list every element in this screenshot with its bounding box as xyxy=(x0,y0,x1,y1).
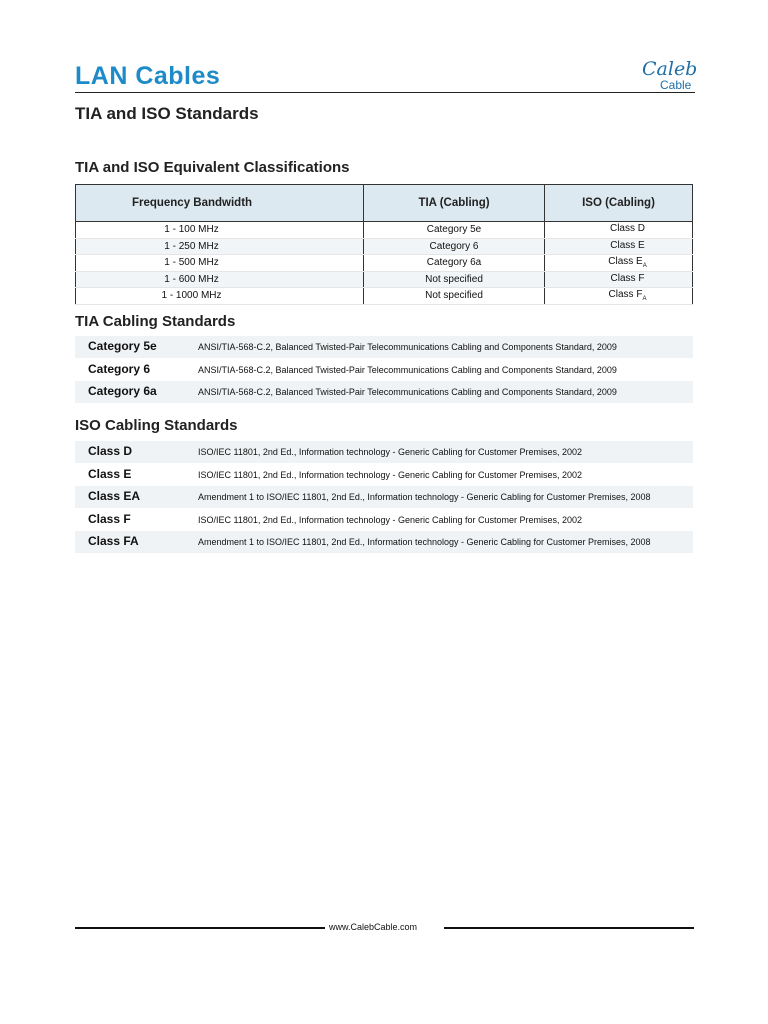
standard-description: ISO/IEC 11801, 2nd Ed., Information technology - Generic Cabling for Customer Premises, 2002 xyxy=(198,469,583,480)
bandwidth-cell: 1 - 1000 MHz xyxy=(76,288,364,305)
standard-name: Class E xyxy=(88,466,132,481)
list-item xyxy=(75,381,693,404)
company-logo[interactable] xyxy=(640,58,700,94)
iso-cell xyxy=(545,255,693,272)
bandwidth-cell: 1 - 600 MHz xyxy=(76,271,364,288)
standard-name: Class EA xyxy=(88,489,141,503)
iso-class-text: Class D xyxy=(609,223,645,235)
iso-cell xyxy=(545,238,693,255)
standard-description: ANSI/TIA-568-C.2, Balanced Twisted-Pair Telecommunications Cabling and Components Standard, 2009 xyxy=(198,387,617,397)
tia-cell: Category 6a xyxy=(364,255,545,272)
bandwidth-cell: 1 - 250 MHz xyxy=(76,238,364,255)
iso-class-text: Class E xyxy=(610,239,645,251)
standard-name: Class FA xyxy=(88,534,139,548)
bandwidth-cell: 1 - 500 MHz xyxy=(76,255,364,272)
table-row xyxy=(76,271,693,288)
iso-class-text: Class E xyxy=(608,256,643,268)
list-item xyxy=(75,359,693,382)
iso-cell xyxy=(545,271,693,288)
iso-cell xyxy=(545,288,693,305)
column-header-bandwidth: Frequency Bandwidth xyxy=(76,185,364,222)
iso-class-text: Class F xyxy=(610,272,645,284)
tia-section-title: TIA Cabling Standards xyxy=(75,313,236,330)
iso-class-subscript: A xyxy=(642,296,647,303)
iso-standards-list xyxy=(75,441,693,554)
footer-divider-right xyxy=(444,927,694,929)
tia-cell: Not specified xyxy=(364,271,545,288)
header-divider xyxy=(75,92,695,93)
equivalence-section-title: TIA and ISO Equivalent Classifications xyxy=(75,159,350,176)
table-row xyxy=(76,238,693,255)
standard-description: ANSI/TIA-568-C.2, Balanced Twisted-Pair Telecommunications Cabling and Components Standard, 2009 xyxy=(198,342,617,352)
logo-word-text: Cable xyxy=(660,78,692,92)
footer-divider-left xyxy=(75,927,325,929)
bandwidth-cell: 1 - 100 MHz xyxy=(76,222,364,239)
standard-description: ISO/IEC 11801, 2nd Ed., Information technology - Generic Cabling for Customer Premises, 2002 xyxy=(198,514,583,525)
column-header-tia: TIA (Cabling) xyxy=(364,185,545,222)
list-item xyxy=(75,464,693,487)
footer-url-link[interactable]: www.CalebCable.com xyxy=(329,922,418,932)
logo-script-text: Caleb xyxy=(642,58,698,80)
list-item xyxy=(75,531,693,554)
list-item xyxy=(75,441,693,464)
standard-description: ISO/IEC 11801, 2nd Ed., Information technology - Generic Cabling for Customer Premises, 2002 xyxy=(198,447,583,457)
standard-name: Category 6 xyxy=(88,361,151,376)
tia-cell: Not specified xyxy=(364,288,545,305)
standard-description: Amendment 1 to ISO/IEC 11801, 2nd Ed., Information technology - Generic Cabling for Customer Premises, 2008 xyxy=(198,492,651,502)
standard-description: Amendment 1 to ISO/IEC 11801, 2nd Ed., Information technology - Generic Cabling for Customer Premises, 2008 xyxy=(198,537,651,547)
standard-name: Class F xyxy=(88,511,131,526)
table-row xyxy=(76,255,693,272)
list-item xyxy=(75,509,693,532)
tia-cell: Category 6 xyxy=(364,238,545,255)
page-title: LAN Cables xyxy=(75,62,221,90)
table-header-row xyxy=(76,185,693,222)
table-row xyxy=(76,288,693,305)
page-subtitle: TIA and ISO Standards xyxy=(75,104,259,123)
standard-description: ANSI/TIA-568-C.2, Balanced Twisted-Pair Telecommunications Cabling and Components Standard, 2009 xyxy=(198,364,617,375)
column-header-iso: ISO (Cabling) xyxy=(545,185,693,222)
standard-name: Class D xyxy=(88,444,133,458)
standard-name: Category 6a xyxy=(88,384,157,398)
list-item xyxy=(75,486,693,509)
standard-name: Category 5e xyxy=(88,339,157,353)
iso-cell xyxy=(545,222,693,239)
iso-section-title: ISO Cabling Standards xyxy=(75,417,238,434)
iso-class-text: Class F xyxy=(608,289,643,301)
list-item xyxy=(75,336,693,359)
iso-class-subscript: A xyxy=(642,263,647,270)
table-row xyxy=(76,222,693,239)
equivalence-table xyxy=(75,184,693,305)
tia-cell: Category 5e xyxy=(364,222,545,239)
tia-standards-list xyxy=(75,336,693,404)
